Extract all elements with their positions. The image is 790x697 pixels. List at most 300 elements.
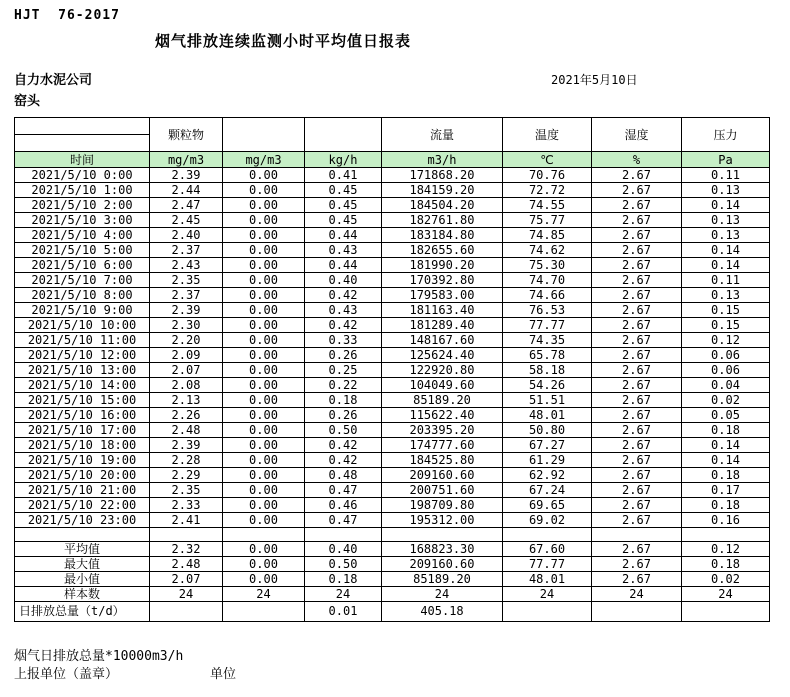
value-cell: 2.67 xyxy=(592,168,682,183)
value-cell xyxy=(150,602,223,622)
location-label: 窑头 xyxy=(14,94,41,109)
value-cell: 77.77 xyxy=(503,557,592,572)
value-cell: 0.11 xyxy=(682,273,770,288)
value-cell: 0.00 xyxy=(223,408,305,423)
value-cell: 0.44 xyxy=(305,258,382,273)
value-cell: 61.29 xyxy=(503,453,592,468)
col-header-blank-2 xyxy=(305,118,382,152)
value-cell: 0.00 xyxy=(223,243,305,258)
unit-cell-particulate-conc: mg/m3 xyxy=(150,152,223,168)
value-cell: 76.53 xyxy=(503,303,592,318)
unit-cell-temperature: ℃ xyxy=(503,152,592,168)
value-cell: 85189.20 xyxy=(382,572,503,587)
spacer-cell xyxy=(15,528,150,542)
value-cell: 0.00 xyxy=(223,228,305,243)
value-cell: 0.44 xyxy=(305,228,382,243)
value-cell: 0.00 xyxy=(223,393,305,408)
time-cell: 2021/5/10 18:00 xyxy=(15,438,150,453)
value-cell: 0.22 xyxy=(305,378,382,393)
value-cell: 0.12 xyxy=(682,333,770,348)
value-cell: 2.67 xyxy=(592,393,682,408)
value-cell: 0.42 xyxy=(305,438,382,453)
value-cell: 85189.20 xyxy=(382,393,503,408)
value-cell: 0.13 xyxy=(682,288,770,303)
value-cell: 200751.60 xyxy=(382,483,503,498)
value-cell: 0.50 xyxy=(305,423,382,438)
value-cell: 0.50 xyxy=(305,557,382,572)
value-cell: 24 xyxy=(682,587,770,602)
page-title: 烟气排放连续监测小时平均值日报表 xyxy=(154,32,411,50)
value-cell: 0.00 xyxy=(223,483,305,498)
value-cell: 148167.60 xyxy=(382,333,503,348)
value-cell: 2.29 xyxy=(150,468,223,483)
value-cell: 2.26 xyxy=(150,408,223,423)
value-cell: 182655.60 xyxy=(382,243,503,258)
summary-row xyxy=(15,557,770,572)
hourly-row xyxy=(15,213,770,228)
value-cell: 0.00 xyxy=(223,168,305,183)
value-cell: 0.00 xyxy=(223,513,305,528)
value-cell: 0.18 xyxy=(305,393,382,408)
hourly-row xyxy=(15,198,770,213)
value-cell: 69.02 xyxy=(503,513,592,528)
value-cell: 2.48 xyxy=(150,557,223,572)
time-cell: 2021/5/10 20:00 xyxy=(15,468,150,483)
value-cell: 2.35 xyxy=(150,483,223,498)
report-unit-label: 上报单位（盖章） xyxy=(14,667,119,682)
hourly-row xyxy=(15,498,770,513)
value-cell: 2.39 xyxy=(150,303,223,318)
value-cell: 0.00 xyxy=(223,557,305,572)
value-cell: 2.67 xyxy=(592,198,682,213)
value-cell: 0.18 xyxy=(305,572,382,587)
value-cell: 168823.30 xyxy=(382,542,503,557)
value-cell: 0.02 xyxy=(682,572,770,587)
hourly-row xyxy=(15,288,770,303)
time-cell: 2021/5/10 12:00 xyxy=(15,348,150,363)
hourly-row xyxy=(15,318,770,333)
value-cell: 54.26 xyxy=(503,378,592,393)
value-cell: 0.42 xyxy=(305,453,382,468)
value-cell: 51.51 xyxy=(503,393,592,408)
unit-cell-conc: mg/m3 xyxy=(223,152,305,168)
value-cell: 0.26 xyxy=(305,408,382,423)
summary-label-cell: 平均值 xyxy=(15,542,150,557)
value-cell: 0.18 xyxy=(682,423,770,438)
value-cell: 2.40 xyxy=(150,228,223,243)
value-cell: 0.17 xyxy=(682,483,770,498)
value-cell: 0.00 xyxy=(223,348,305,363)
value-cell: 104049.60 xyxy=(382,378,503,393)
hourly-row xyxy=(15,438,770,453)
value-cell: 0.00 xyxy=(223,423,305,438)
hourly-row xyxy=(15,168,770,183)
value-cell: 0.18 xyxy=(682,468,770,483)
hourly-row xyxy=(15,483,770,498)
value-cell: 2.43 xyxy=(150,258,223,273)
value-cell: 195312.00 xyxy=(382,513,503,528)
value-cell: 171868.20 xyxy=(382,168,503,183)
value-cell: 24 xyxy=(150,587,223,602)
col-header-particulate: 颗粒物 xyxy=(150,118,223,152)
time-cell: 2021/5/10 1:00 xyxy=(15,183,150,198)
time-cell: 2021/5/10 11:00 xyxy=(15,333,150,348)
value-cell: 0.00 xyxy=(223,183,305,198)
value-cell: 2.67 xyxy=(592,468,682,483)
value-cell xyxy=(592,602,682,622)
value-cell: 70.76 xyxy=(503,168,592,183)
value-cell: 0.14 xyxy=(682,258,770,273)
value-cell: 2.67 xyxy=(592,258,682,273)
col-header-temperature: 温度 xyxy=(503,118,592,152)
value-cell: 24 xyxy=(382,587,503,602)
value-cell: 0.13 xyxy=(682,228,770,243)
hourly-row xyxy=(15,468,770,483)
hourly-row xyxy=(15,408,770,423)
value-cell: 2.07 xyxy=(150,363,223,378)
value-cell: 0.11 xyxy=(682,168,770,183)
value-cell: 2.67 xyxy=(592,348,682,363)
value-cell: 0.45 xyxy=(305,213,382,228)
value-cell: 0.00 xyxy=(223,213,305,228)
value-cell: 0.06 xyxy=(682,348,770,363)
time-cell: 2021/5/10 10:00 xyxy=(15,318,150,333)
col-header-pressure: 压力 xyxy=(682,118,770,152)
value-cell: 24 xyxy=(592,587,682,602)
hourly-data-rows xyxy=(15,168,770,528)
report-date: 2021年5月10日 xyxy=(551,73,638,87)
value-cell: 75.77 xyxy=(503,213,592,228)
value-cell: 0.16 xyxy=(682,513,770,528)
value-cell: 2.67 xyxy=(592,303,682,318)
value-cell: 48.01 xyxy=(503,408,592,423)
time-cell: 2021/5/10 0:00 xyxy=(15,168,150,183)
value-cell: 2.67 xyxy=(592,483,682,498)
value-cell: 181289.40 xyxy=(382,318,503,333)
summary-label-cell: 日排放总量（t/d） xyxy=(15,602,150,622)
value-cell: 0.45 xyxy=(305,183,382,198)
value-cell: 69.65 xyxy=(503,498,592,513)
value-cell: 2.30 xyxy=(150,318,223,333)
value-cell: 77.77 xyxy=(503,318,592,333)
hourly-row xyxy=(15,258,770,273)
hourly-row xyxy=(15,393,770,408)
value-cell: 170392.80 xyxy=(382,273,503,288)
value-cell: 24 xyxy=(305,587,382,602)
hourly-row xyxy=(15,228,770,243)
value-cell: 2.35 xyxy=(150,273,223,288)
value-cell: 0.33 xyxy=(305,333,382,348)
value-cell: 209160.60 xyxy=(382,468,503,483)
summary-row xyxy=(15,587,770,602)
hourly-row xyxy=(15,363,770,378)
value-cell: 181163.40 xyxy=(382,303,503,318)
spacer-cell xyxy=(223,528,305,542)
value-cell: 0.15 xyxy=(682,318,770,333)
time-cell: 2021/5/10 9:00 xyxy=(15,303,150,318)
value-cell: 0.00 xyxy=(223,378,305,393)
time-cell: 2021/5/10 16:00 xyxy=(15,408,150,423)
summary-row xyxy=(15,602,770,622)
time-cell: 2021/5/10 6:00 xyxy=(15,258,150,273)
col-header-blank-1 xyxy=(223,118,305,152)
summary-row xyxy=(15,542,770,557)
value-cell: 0.00 xyxy=(223,542,305,557)
value-cell: 0.47 xyxy=(305,483,382,498)
time-cell: 2021/5/10 14:00 xyxy=(15,378,150,393)
value-cell: 2.67 xyxy=(592,542,682,557)
value-cell: 67.60 xyxy=(503,542,592,557)
summary-label-cell: 样本数 xyxy=(15,587,150,602)
hourly-row xyxy=(15,333,770,348)
company-name: 自力水泥公司 xyxy=(14,73,93,88)
value-cell: 184525.80 xyxy=(382,453,503,468)
value-cell: 72.72 xyxy=(503,183,592,198)
value-cell: 182761.80 xyxy=(382,213,503,228)
hourly-row xyxy=(15,423,770,438)
value-cell: 2.67 xyxy=(592,243,682,258)
value-cell: 203395.20 xyxy=(382,423,503,438)
value-cell: 184159.20 xyxy=(382,183,503,198)
value-cell: 2.67 xyxy=(592,318,682,333)
col-header-humidity: 湿度 xyxy=(592,118,682,152)
value-cell: 2.67 xyxy=(592,557,682,572)
value-cell: 2.47 xyxy=(150,198,223,213)
value-cell: 2.07 xyxy=(150,572,223,587)
unit-cell-humidity: % xyxy=(592,152,682,168)
value-cell: 174777.60 xyxy=(382,438,503,453)
value-cell: 2.67 xyxy=(592,513,682,528)
time-cell: 2021/5/10 15:00 xyxy=(15,393,150,408)
time-cell: 2021/5/10 23:00 xyxy=(15,513,150,528)
time-cell: 2021/5/10 5:00 xyxy=(15,243,150,258)
value-cell: 0.15 xyxy=(682,303,770,318)
header-row-top xyxy=(15,118,770,135)
time-cell: 2021/5/10 22:00 xyxy=(15,498,150,513)
value-cell: 2.09 xyxy=(150,348,223,363)
value-cell: 24 xyxy=(223,587,305,602)
value-cell: 2.67 xyxy=(592,213,682,228)
report-table xyxy=(14,117,770,622)
value-cell: 2.39 xyxy=(150,438,223,453)
standard-code: HJT 76-2017 xyxy=(14,8,120,23)
value-cell: 209160.60 xyxy=(382,557,503,572)
value-cell: 0.14 xyxy=(682,243,770,258)
value-cell: 2.44 xyxy=(150,183,223,198)
hourly-row xyxy=(15,348,770,363)
value-cell: 0.40 xyxy=(305,542,382,557)
value-cell: 0.00 xyxy=(223,318,305,333)
spacer-section xyxy=(15,528,770,542)
header-empty-cell-top xyxy=(15,118,150,135)
value-cell: 2.39 xyxy=(150,168,223,183)
spacer-cell xyxy=(305,528,382,542)
value-cell: 2.32 xyxy=(150,542,223,557)
value-cell: 115622.40 xyxy=(382,408,503,423)
time-cell: 2021/5/10 17:00 xyxy=(15,423,150,438)
value-cell xyxy=(503,602,592,622)
value-cell: 0.26 xyxy=(305,348,382,363)
header-empty-cell-bottom xyxy=(15,135,150,152)
value-cell: 2.45 xyxy=(150,213,223,228)
value-cell: 0.00 xyxy=(223,198,305,213)
value-cell: 2.67 xyxy=(592,423,682,438)
value-cell: 0.13 xyxy=(682,183,770,198)
value-cell: 0.00 xyxy=(223,273,305,288)
unit-row xyxy=(15,152,770,168)
value-cell: 0.14 xyxy=(682,438,770,453)
value-cell: 65.78 xyxy=(503,348,592,363)
value-cell: 0.12 xyxy=(682,542,770,557)
value-cell: 2.67 xyxy=(592,288,682,303)
value-cell: 2.37 xyxy=(150,243,223,258)
summary-row xyxy=(15,572,770,587)
value-cell: 2.37 xyxy=(150,288,223,303)
value-cell: 0.00 xyxy=(223,363,305,378)
value-cell: 0.02 xyxy=(682,393,770,408)
value-cell: 198709.80 xyxy=(382,498,503,513)
value-cell: 0.47 xyxy=(305,513,382,528)
time-cell: 2021/5/10 4:00 xyxy=(15,228,150,243)
value-cell: 0.06 xyxy=(682,363,770,378)
summary-rows xyxy=(15,542,770,622)
spacer-cell xyxy=(382,528,503,542)
value-cell: 74.62 xyxy=(503,243,592,258)
value-cell: 2.20 xyxy=(150,333,223,348)
time-cell: 2021/5/10 8:00 xyxy=(15,288,150,303)
time-column-header: 时间 xyxy=(15,152,150,168)
value-cell: 0.00 xyxy=(223,258,305,273)
value-cell: 0.42 xyxy=(305,318,382,333)
value-cell: 0.00 xyxy=(223,453,305,468)
value-cell: 0.05 xyxy=(682,408,770,423)
value-cell: 74.66 xyxy=(503,288,592,303)
value-cell: 181990.20 xyxy=(382,258,503,273)
value-cell: 122920.80 xyxy=(382,363,503,378)
value-cell: 2.67 xyxy=(592,183,682,198)
value-cell: 2.67 xyxy=(592,378,682,393)
value-cell: 62.92 xyxy=(503,468,592,483)
value-cell: 0.00 xyxy=(223,288,305,303)
value-cell xyxy=(223,602,305,622)
value-cell: 125624.40 xyxy=(382,348,503,363)
value-cell: 0.01 xyxy=(305,602,382,622)
value-cell: 2.33 xyxy=(150,498,223,513)
value-cell: 74.70 xyxy=(503,273,592,288)
hourly-row xyxy=(15,303,770,318)
unit-cell-rate: kg/h xyxy=(305,152,382,168)
value-cell: 24 xyxy=(503,587,592,602)
time-cell: 2021/5/10 2:00 xyxy=(15,198,150,213)
value-cell: 2.67 xyxy=(592,572,682,587)
spacer-cell xyxy=(150,528,223,542)
value-cell: 0.46 xyxy=(305,498,382,513)
col-header-flow: 流量 xyxy=(382,118,503,152)
value-cell: 0.41 xyxy=(305,168,382,183)
value-cell: 2.41 xyxy=(150,513,223,528)
value-cell: 2.08 xyxy=(150,378,223,393)
value-cell: 2.67 xyxy=(592,273,682,288)
value-cell: 2.67 xyxy=(592,228,682,243)
summary-label-cell: 最小值 xyxy=(15,572,150,587)
value-cell: 183184.80 xyxy=(382,228,503,243)
value-cell: 2.67 xyxy=(592,498,682,513)
unit-cell-flow: m3/h xyxy=(382,152,503,168)
value-cell: 74.85 xyxy=(503,228,592,243)
value-cell: 2.13 xyxy=(150,393,223,408)
value-cell: 2.28 xyxy=(150,453,223,468)
hourly-row xyxy=(15,243,770,258)
value-cell: 2.67 xyxy=(592,333,682,348)
hourly-row xyxy=(15,378,770,393)
value-cell: 0.00 xyxy=(223,498,305,513)
value-cell: 179583.00 xyxy=(382,288,503,303)
value-cell: 0.25 xyxy=(305,363,382,378)
value-cell: 0.00 xyxy=(223,438,305,453)
value-cell: 0.43 xyxy=(305,243,382,258)
time-cell: 2021/5/10 3:00 xyxy=(15,213,150,228)
value-cell: 0.00 xyxy=(223,572,305,587)
value-cell: 0.00 xyxy=(223,333,305,348)
time-cell: 2021/5/10 7:00 xyxy=(15,273,150,288)
value-cell: 2.67 xyxy=(592,408,682,423)
footer-note: 烟气日排放总量*10000m3/h xyxy=(14,649,184,664)
value-cell: 67.27 xyxy=(503,438,592,453)
hourly-row xyxy=(15,183,770,198)
value-cell: 0.14 xyxy=(682,453,770,468)
value-cell: 48.01 xyxy=(503,572,592,587)
value-cell: 0.45 xyxy=(305,198,382,213)
time-cell: 2021/5/10 21:00 xyxy=(15,483,150,498)
value-cell: 2.67 xyxy=(592,363,682,378)
value-cell: 67.24 xyxy=(503,483,592,498)
value-cell: 0.00 xyxy=(223,468,305,483)
value-cell: 0.43 xyxy=(305,303,382,318)
value-cell: 0.42 xyxy=(305,288,382,303)
value-cell: 0.18 xyxy=(682,498,770,513)
value-cell: 0.40 xyxy=(305,273,382,288)
value-cell: 0.18 xyxy=(682,557,770,572)
hourly-row xyxy=(15,513,770,528)
spacer-cell xyxy=(592,528,682,542)
value-cell: 0.04 xyxy=(682,378,770,393)
summary-label-cell: 最大值 xyxy=(15,557,150,572)
value-cell: 2.67 xyxy=(592,453,682,468)
value-cell: 74.55 xyxy=(503,198,592,213)
value-cell: 0.00 xyxy=(223,303,305,318)
hourly-row xyxy=(15,453,770,468)
value-cell xyxy=(682,602,770,622)
value-cell: 2.67 xyxy=(592,438,682,453)
value-cell: 2.48 xyxy=(150,423,223,438)
value-cell: 0.48 xyxy=(305,468,382,483)
spacer-row xyxy=(15,528,770,542)
value-cell: 184504.20 xyxy=(382,198,503,213)
value-cell: 405.18 xyxy=(382,602,503,622)
value-cell: 0.13 xyxy=(682,213,770,228)
value-cell: 58.18 xyxy=(503,363,592,378)
time-cell: 2021/5/10 19:00 xyxy=(15,453,150,468)
value-cell: 50.80 xyxy=(503,423,592,438)
value-cell: 75.30 xyxy=(503,258,592,273)
value-cell: 0.14 xyxy=(682,198,770,213)
spacer-cell xyxy=(682,528,770,542)
hourly-row xyxy=(15,273,770,288)
unit-label: 单位 xyxy=(210,667,237,682)
spacer-cell xyxy=(503,528,592,542)
unit-cell-pressure: Pa xyxy=(682,152,770,168)
value-cell: 74.35 xyxy=(503,333,592,348)
